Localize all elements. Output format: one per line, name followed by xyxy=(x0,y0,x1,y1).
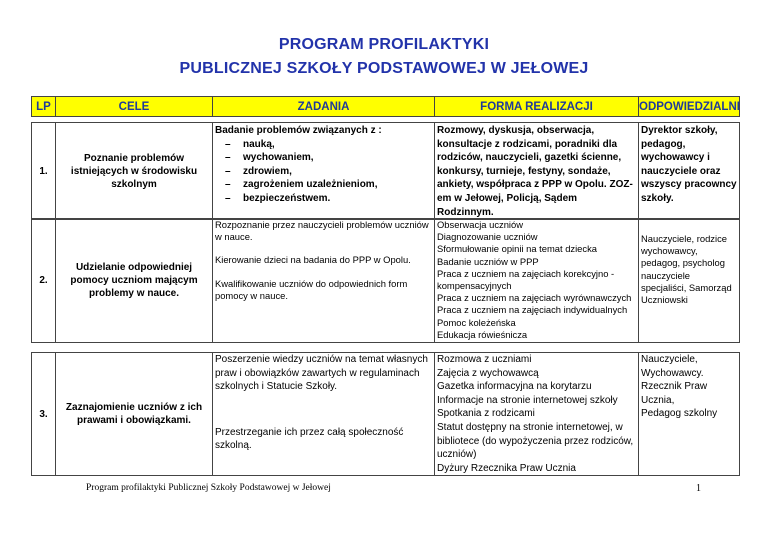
row-3-cele: Zaznajomienie uczniów z ich prawami i obowiązkami. xyxy=(56,353,213,476)
list-item: Pedagog szkolny xyxy=(641,408,718,420)
list-item: – wychowaniem, xyxy=(229,151,432,165)
row-2-zadanie-2: Kierowanie dzieci na badania do PPP w Opolu. xyxy=(215,254,411,266)
list-item: – zdrowiem, xyxy=(229,165,432,179)
header-lp: LP xyxy=(32,97,56,117)
list-item: Pomoc koleżeńska xyxy=(437,316,516,328)
row-2-zadanie-3: Kwalifikowanie uczniów do odpowiednich form pomocy w nauce. xyxy=(215,277,408,301)
list-item: Wychowawcy. xyxy=(641,367,704,379)
list-item: Edukacja rówieśnicza xyxy=(437,328,528,340)
list-item: Zajęcia z wychowawcą xyxy=(437,367,539,379)
program-table-2 xyxy=(31,218,740,343)
row-2-zadania xyxy=(213,219,435,343)
row-2-lp: 2. xyxy=(32,219,56,343)
row-1-lp: 1. xyxy=(32,123,56,220)
row-3-zadania xyxy=(213,353,435,476)
list-item: Spotkania z rodzicami xyxy=(437,408,535,420)
list-item: Gazetka informacyjna na korytarzu xyxy=(437,381,592,393)
table-row xyxy=(32,123,740,220)
list-item: – zagrożeniem uzależnieniom, xyxy=(229,178,432,192)
header-odpowiedzialni: ODPOWIEDZIALNI xyxy=(639,97,740,117)
page-title-line-2: PUBLICZNEJ SZKOŁY PODSTAWOWEJ W JEŁOWEJ xyxy=(179,60,589,77)
program-table-3 xyxy=(31,352,740,476)
list-item: Sformułowanie opinii na temat dziecka xyxy=(437,243,597,255)
table-row xyxy=(32,219,740,343)
list-item: Dyżury Rzecznika Praw Ucznia xyxy=(437,462,576,474)
row-1-zadania-intro: Badanie problemów związanych z : xyxy=(215,125,382,136)
row-1-forma: Rozmowy, dyskusja, obserwacja, konsultacje z rodzicami, poradniki dla rodziców, nauczycieli, gazetki ścienne, konkursy, turnieje, festyny, sondaże, ankiety, współpraca z PPP w Opolu. ZOZ-em w Jełowej, Policją, Sądem Rodzinnym. xyxy=(435,123,639,220)
row-2-odpowiedzialni: Nauczyciele, rodzice wychowawcy, pedagog, psycholog nauczyciele specjaliści, Samorząd Uczniowski xyxy=(639,219,740,343)
list-item: Diagnozowanie uczniów xyxy=(437,231,538,243)
row-3-odpowiedzialni xyxy=(639,353,740,476)
page-title-line-1: PROGRAM PROFILAKTYKI xyxy=(278,36,490,53)
list-item: Praca z uczniem na zajęciach wyrównawczych xyxy=(437,292,632,304)
row-3-zadanie-2: Przestrzeganie ich przez całą społeczność szkolną. xyxy=(215,426,404,452)
list-item: Nauczyciele, xyxy=(641,354,698,365)
row-3-lp: 3. xyxy=(32,353,56,476)
list-item: Rozmowa z uczniami xyxy=(437,354,532,365)
row-3-zadanie-1: Poszerzenie wiedzy uczniów na temat własnych praw i obowiązków zawartych w regulaminach szkolnych i Statucie Szkoły. xyxy=(215,354,428,393)
page-footer: Program profilaktyki Publicznej Szkoły Podstawowej w Jełowej xyxy=(86,483,331,493)
page-number: 1 xyxy=(696,483,701,494)
header-cele: CELE xyxy=(56,97,213,117)
list-item: Obserwacja uczniów xyxy=(437,219,523,230)
list-item: Statut dostępny na stronie internetowej, w bibliotece (do wypożyczenia przez rodziców, uczniów) xyxy=(437,421,634,461)
list-item: Rzecznik Praw xyxy=(641,381,708,393)
list-item: Ucznia, xyxy=(641,394,675,406)
row-1-zadania xyxy=(213,123,435,220)
list-item: Badanie uczniów w PPP xyxy=(437,255,539,267)
row-1-cele: Poznanie problemów istniejących w środowisku szkolnym xyxy=(56,123,213,220)
list-item: Praca z uczniem na zajęciach indywidualnych xyxy=(437,304,628,316)
header-forma: FORMA REALIZACJI xyxy=(435,97,639,117)
row-2-cele: Udzielanie odpowiedniej pomocy uczniom mającym problemy w nauce. xyxy=(56,219,213,343)
row-2-zadanie-1: Rozpoznanie przez nauczycieli problemów uczniów w nauce. xyxy=(215,219,429,243)
row-3-forma xyxy=(435,353,639,476)
list-item: Praca z uczniem na zajęciach korekcyjno - kompensacyjnych xyxy=(437,267,615,292)
list-item: – bezpieczeństwem. xyxy=(229,192,432,206)
list-item: Informacje na stronie internetowej szkoły xyxy=(437,394,618,406)
row-1-zadania-list xyxy=(215,138,432,206)
row-1-odpowiedzialni: Dyrektor szkoły, pedagog, wychowawcy i nauczyciele oraz wszyscy pracowncy szkoły. xyxy=(639,123,740,220)
table-row xyxy=(32,353,740,476)
header-zadania: ZADANIA xyxy=(213,97,435,117)
list-item: – nauką, xyxy=(229,138,432,152)
row-2-forma xyxy=(435,219,639,343)
table-header-row xyxy=(32,97,740,117)
program-table-1 xyxy=(31,96,740,220)
